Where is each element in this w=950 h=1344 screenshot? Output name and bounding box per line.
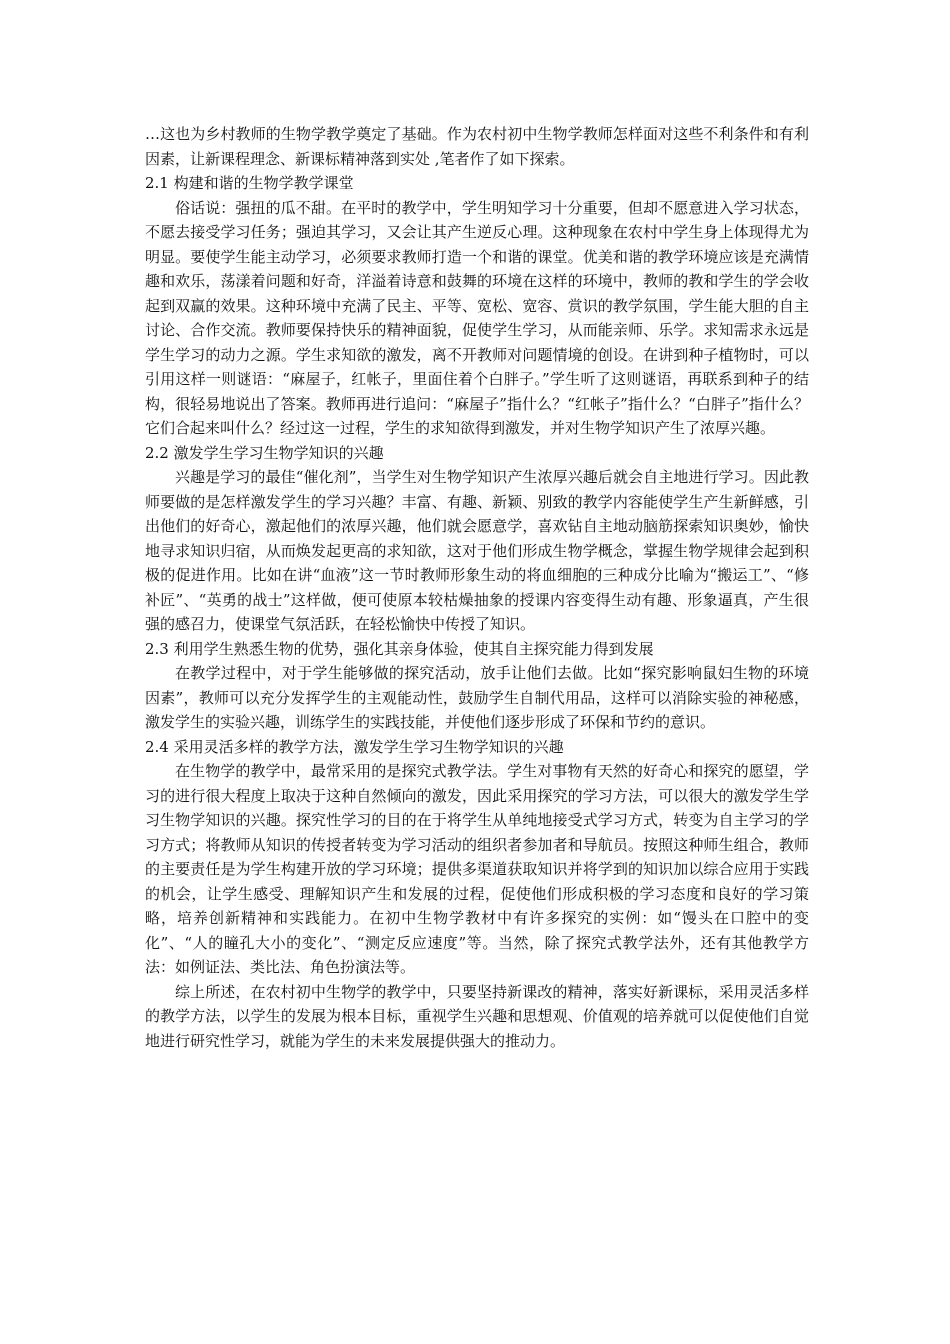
section-2-1-paragraph: 俗话说：强扭的瓜不甜。在平时的教学中，学生明知学习十分重要，但却不愿意进入学习状态，不愿去接受学习任务；强迫其学习，又会让其产生逆反心理。这种现象在农村中学生身上体现得尤为明显。要使学生能主动学习，必须要求教师打造一个和谐的课堂。优美和谐的教学环境应该是充满情趣和欢乐，荡漾着问题和好奇，洋溢着诗意和鼓舞的环境在这样的环境中，教师的教和学生的学会收起到双赢的效果。这种环境中充满了民主、平等、宽松、宽容、赏识的教学氛围，学生能大胆的自主讨论、合作交流。教师要保持快乐的精神面貌，促使学生学习，从而能亲师、乐学。求知需求永远是学生学习的动力之源。学生求知欲的激发，离不开教师对问题情境的创设。在讲到种子植物时，可以引用这样一则谜语：“麻屋子，红帐子，里面住着个白胖子。”学生听了这则谜语，再联系到种子的结构，很轻易地说出了答案。教师再进行追问：“麻屋子”指什么？“红帐子”指什么？“白胖子”指什么？它们合起来叫什么？经过这一过程，学生的求知欲得到激发，并对生物学知识产生了浓厚兴趣。 xyxy=(145,198,809,437)
conclusion-paragraph: 综上所述，在农村初中生物学的教学中，只要坚持新课改的精神，落实好新课标，采用灵活多样的教学方法，以学生的发展为根本目标，重视学生兴趣和思想观、价值观的培养就可以促使他们自觉地进行研究性学习，就能为学生的未来发展提供强大的推动力。 xyxy=(145,982,809,1050)
section-2-4-paragraph: 在生物学的教学中，最常采用的是探究式教学法。学生对事物有天然的好奇心和探究的愿望，学习的进行很大程度上取决于这种自然倾向的激发，因此采用探究的学习方法，可以很大的激发学生学习生物学知识的兴趣。探究性学习的目的在于将学生从单纯地接受式学习方式，转变为自主学习的学习方式；将教师从知识的传授者转变为学习活动的组织者参加者和导航员。按照这种师生组合，教师的主要责任是为学生构建开放的学习环境；提供多渠道获取知识并将学到的知识加以综合应用于实践的机会，让学生感受、理解知识产生和发展的过程，促使他们形成积极的学习态度和良好的学习策略，培养创新精神和实践能力。在初中生物学教材中有许多探究的实例：如“馒头在口腔中的变化”、“人的瞳孔大小的变化”、“测定反应速度”等。当然，除了探究式教学法外，还有其他教学方法：如例证法、类比法、角色扮演法等。 xyxy=(145,762,809,976)
section-heading-2-1: 2.1 构建和谐的生物学教学课堂 xyxy=(145,174,354,192)
section-heading-2-3: 2.3 利用学生熟悉生物的优势，强化其亲身体验，使其自主探究能力得到发展 xyxy=(145,639,654,658)
section-2-3-paragraph: 在教学过程中，对于学生能够做的探究活动，放手让他们去做。比如“探究影响鼠妇生物的环境因素”，教师可以充分发挥学生的主观能动性，鼓励学生自制代用品，这样可以消除实验的神秘感，激发学生的实验兴趣，训练学生的实践技能，并使他们逐步形成了环保和节约的意识。 xyxy=(145,664,809,731)
section-heading-2-4: 2.4 采用灵活多样的教学方法，激发学生学习生物学知识的兴趣 xyxy=(145,737,564,756)
section-2-2-paragraph: 兴趣是学习的最佳“催化剂”，当学生对生物学知识产生浓厚兴趣后就会自主地进行学习。因此教师要做的是怎样激发学生的学习兴趣？丰富、有趣、新颖、别致的教学内容能使学生产生新鲜感，引出他们的好奇心，激起他们的浓厚兴趣，他们就会愿意学，喜欢钻自主地动脑筋探索知识奥妙，愉快地寻求知识归宿，从而焕发起更高的求知欲，这对于他们形成生物学概念，掌握生物学规律会起到积极的促进作用。比如在讲“血液”这一节时教师形象生动的将血细胞的三种成分比喻为“搬运工”、“修补匠”、“英勇的战士”这样做，便可使原本较枯燥抽象的授课内容变得生动有趣、形象逼真，产生很强的感召力，使课堂气氛活跃，在轻松愉快中传授了知识。 xyxy=(145,468,809,633)
document-page xyxy=(145,122,809,1053)
intro-paragraph: …这也为乡村教师的生物学教学奠定了基础。作为农村初中生物学教师怎样面对这些不利条件和有利因素，让新课程理念、新课标精神落到实处 ,笔者作了如下探索。 xyxy=(145,125,809,168)
section-heading-2-2: 2.2 激发学生学习生物学知识的兴趣 xyxy=(145,443,384,462)
